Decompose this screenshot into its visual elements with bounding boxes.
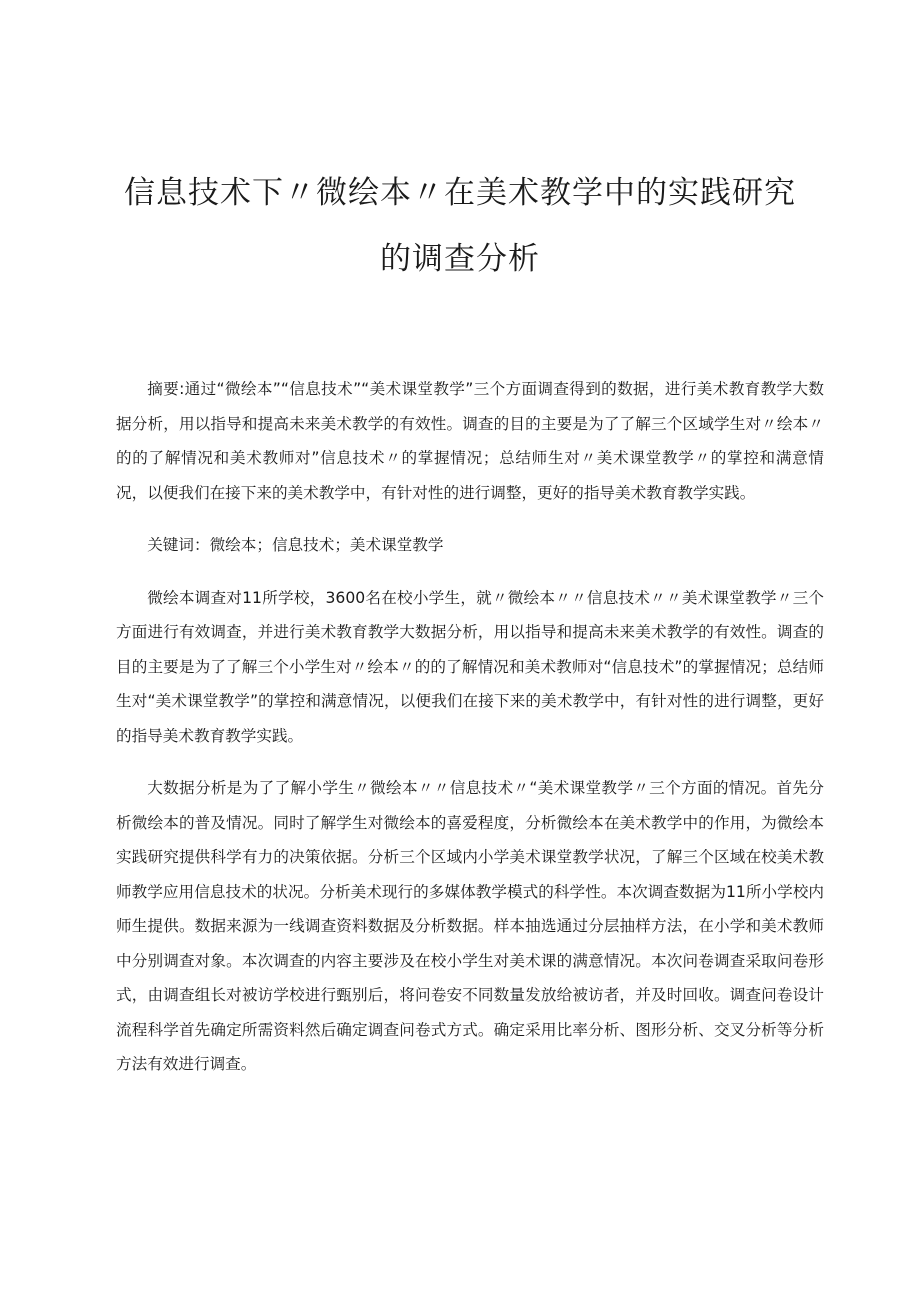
document-body — [116, 372, 824, 1082]
document-title — [100, 160, 820, 292]
title-line-2: 的调查分析 — [380, 241, 540, 277]
body-paragraph-1: 微绘本调查对11所学校，3600名在校小学生，就〃微绘本〃〃信息技术〃〃美术课堂教学〃三个方面进行有效调查，并进行美术教育教学大数据分析，用以指导和提高未来美术教学的有效性。调查的目的主要是为了了解三个小学生对〃绘本〃的的了解情况和美术教师对“信息技术”的掌握情况；总结师生对“美术课堂教学”的掌控和满意情况，以便我们在接下来的美术教学中，有针对性的进行调整，更好的指导美术教育教学实践。 — [116, 588, 824, 745]
title-line-1: 信息技术下〃微绘本〃在美术教学中的实践研究 — [124, 175, 796, 211]
abstract-paragraph: 摘要:通过“微绘本”“信息技术”“美术课堂教学”三个方面调查得到的数据，进行美术教育教学大数据分析，用以指导和提高未来美术教学的有效性。调查的目的主要是为了了解三个区域学生对〃绘本〃的的了解情况和美术教师对”信息技术〃的掌握情况；总结师生对〃美术课堂教学〃的掌控和满意情况，以便我们在接下来的美术教学中，有针对性的进行调整，更好的指导美术教育教学实践。 — [116, 380, 824, 502]
keywords-line: 关键词：微绘本；信息技术；美术课堂教学 — [147, 536, 444, 554]
body-paragraph-2: 大数据分析是为了了解小学生〃微绘本〃〃信息技术〃“美术课堂教学〃三个方面的情况。首先分析微绘本的普及情况。同时了解学生对微绘本的喜爱程度，分析微绘本在美术教学中的作用，为微绘本实践研究提供科学有力的决策依据。分析三个区域内小学美术课堂教学状况，了解三个区域在校美术教师教学应用信息技术的状况。分析美术现行的多媒体教学模式的科学性。本次调查数据为11所小学校内师生提供。数据来源为一线调查资料数据及分析数据。样本抽选通过分层抽样方法，在小学和美术教师中分别调查对象。本次调查的内容主要涉及在校小学生对美术课的满意情况。本次问卷调查采取问卷形式，由调查组长对被访学校进行甄别后，将问卷安不同数量发放给被访者，并及时回收。调查问卷设计流程科学首先确定所需资料然后确定调查问卷式方式。确定采用比率分析、图形分析、交叉分析等分析方法有效进行调查。 — [116, 779, 824, 1073]
